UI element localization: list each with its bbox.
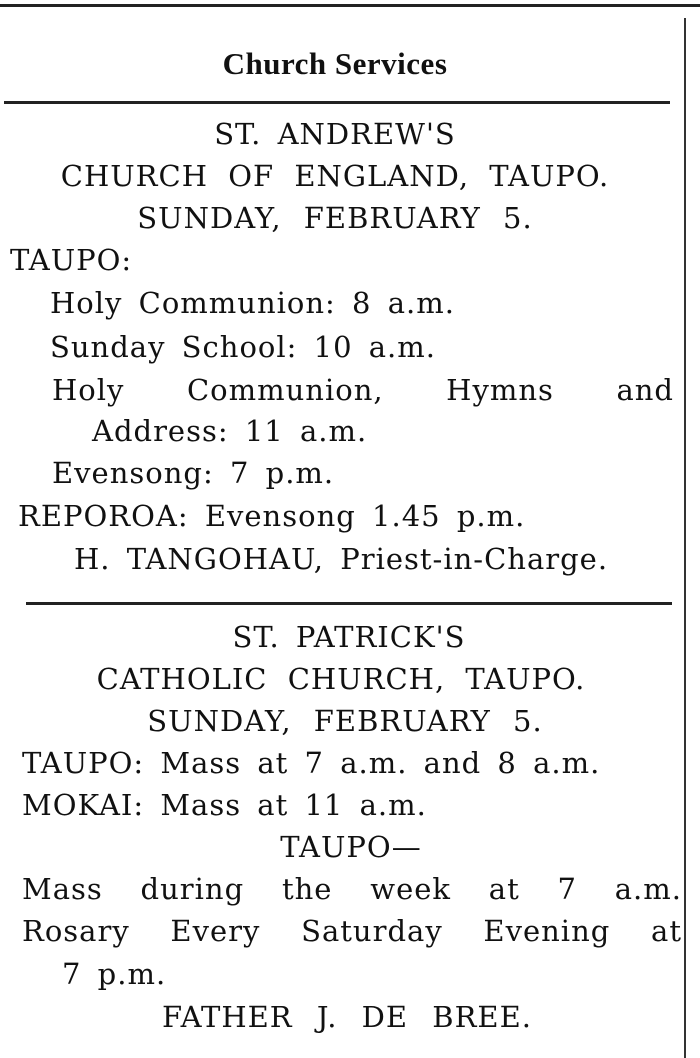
- patricks-priest: FATHER J. DE BREE.: [162, 1000, 532, 1034]
- column-right-rule: [684, 18, 686, 1058]
- andrews-date: SUNDAY, FEBRUARY 5.: [137, 201, 533, 235]
- patricks-rosary-time: 7 p.m.: [62, 957, 167, 991]
- andrews-service-communion: Holy Communion: 8 a.m.: [50, 286, 455, 320]
- andrews-priest: H. TANGOHAU, Priest-in-Charge.: [74, 542, 609, 576]
- patricks-taupo-mass: TAUPO: Mass at 7 a.m. and 8 a.m.: [22, 746, 601, 780]
- patricks-weekday-mass: Mass during the week at 7 a.m.: [22, 872, 682, 906]
- andrews-service-sunday-school: Sunday School: 10 a.m.: [50, 330, 436, 364]
- andrews-subtitle: CHURCH OF ENGLAND, TAUPO.: [60, 159, 610, 193]
- section-heading: Church Services: [222, 46, 448, 81]
- patricks-subtitle: CATHOLIC CHURCH, TAUPO.: [96, 662, 586, 696]
- andrews-title: ST. ANDREW'S: [214, 117, 456, 151]
- patricks-date: SUNDAY, FEBRUARY 5.: [147, 704, 543, 738]
- patricks-title: ST. PATRICK'S: [232, 620, 466, 654]
- andrews-service-communion-hymns: Holy Communion, Hymns and: [52, 373, 674, 407]
- patricks-taupo-heading: TAUPO—: [280, 830, 422, 864]
- section-divider: [26, 602, 672, 605]
- top-border-rule: [0, 4, 700, 7]
- patricks-rosary: Rosary Every Saturday Evening at: [22, 914, 682, 948]
- heading-divider: [4, 101, 670, 104]
- andrews-service-evensong: Evensong: 7 p.m.: [52, 456, 335, 490]
- andrews-service-address: Address: 11 a.m.: [92, 414, 368, 448]
- andrews-location-reporoa: REPOROA: Evensong 1.45 p.m.: [18, 499, 526, 533]
- patricks-mokai-mass: MOKAI: Mass at 11 a.m.: [22, 788, 427, 822]
- andrews-location-taupo: TAUPO:: [10, 243, 133, 277]
